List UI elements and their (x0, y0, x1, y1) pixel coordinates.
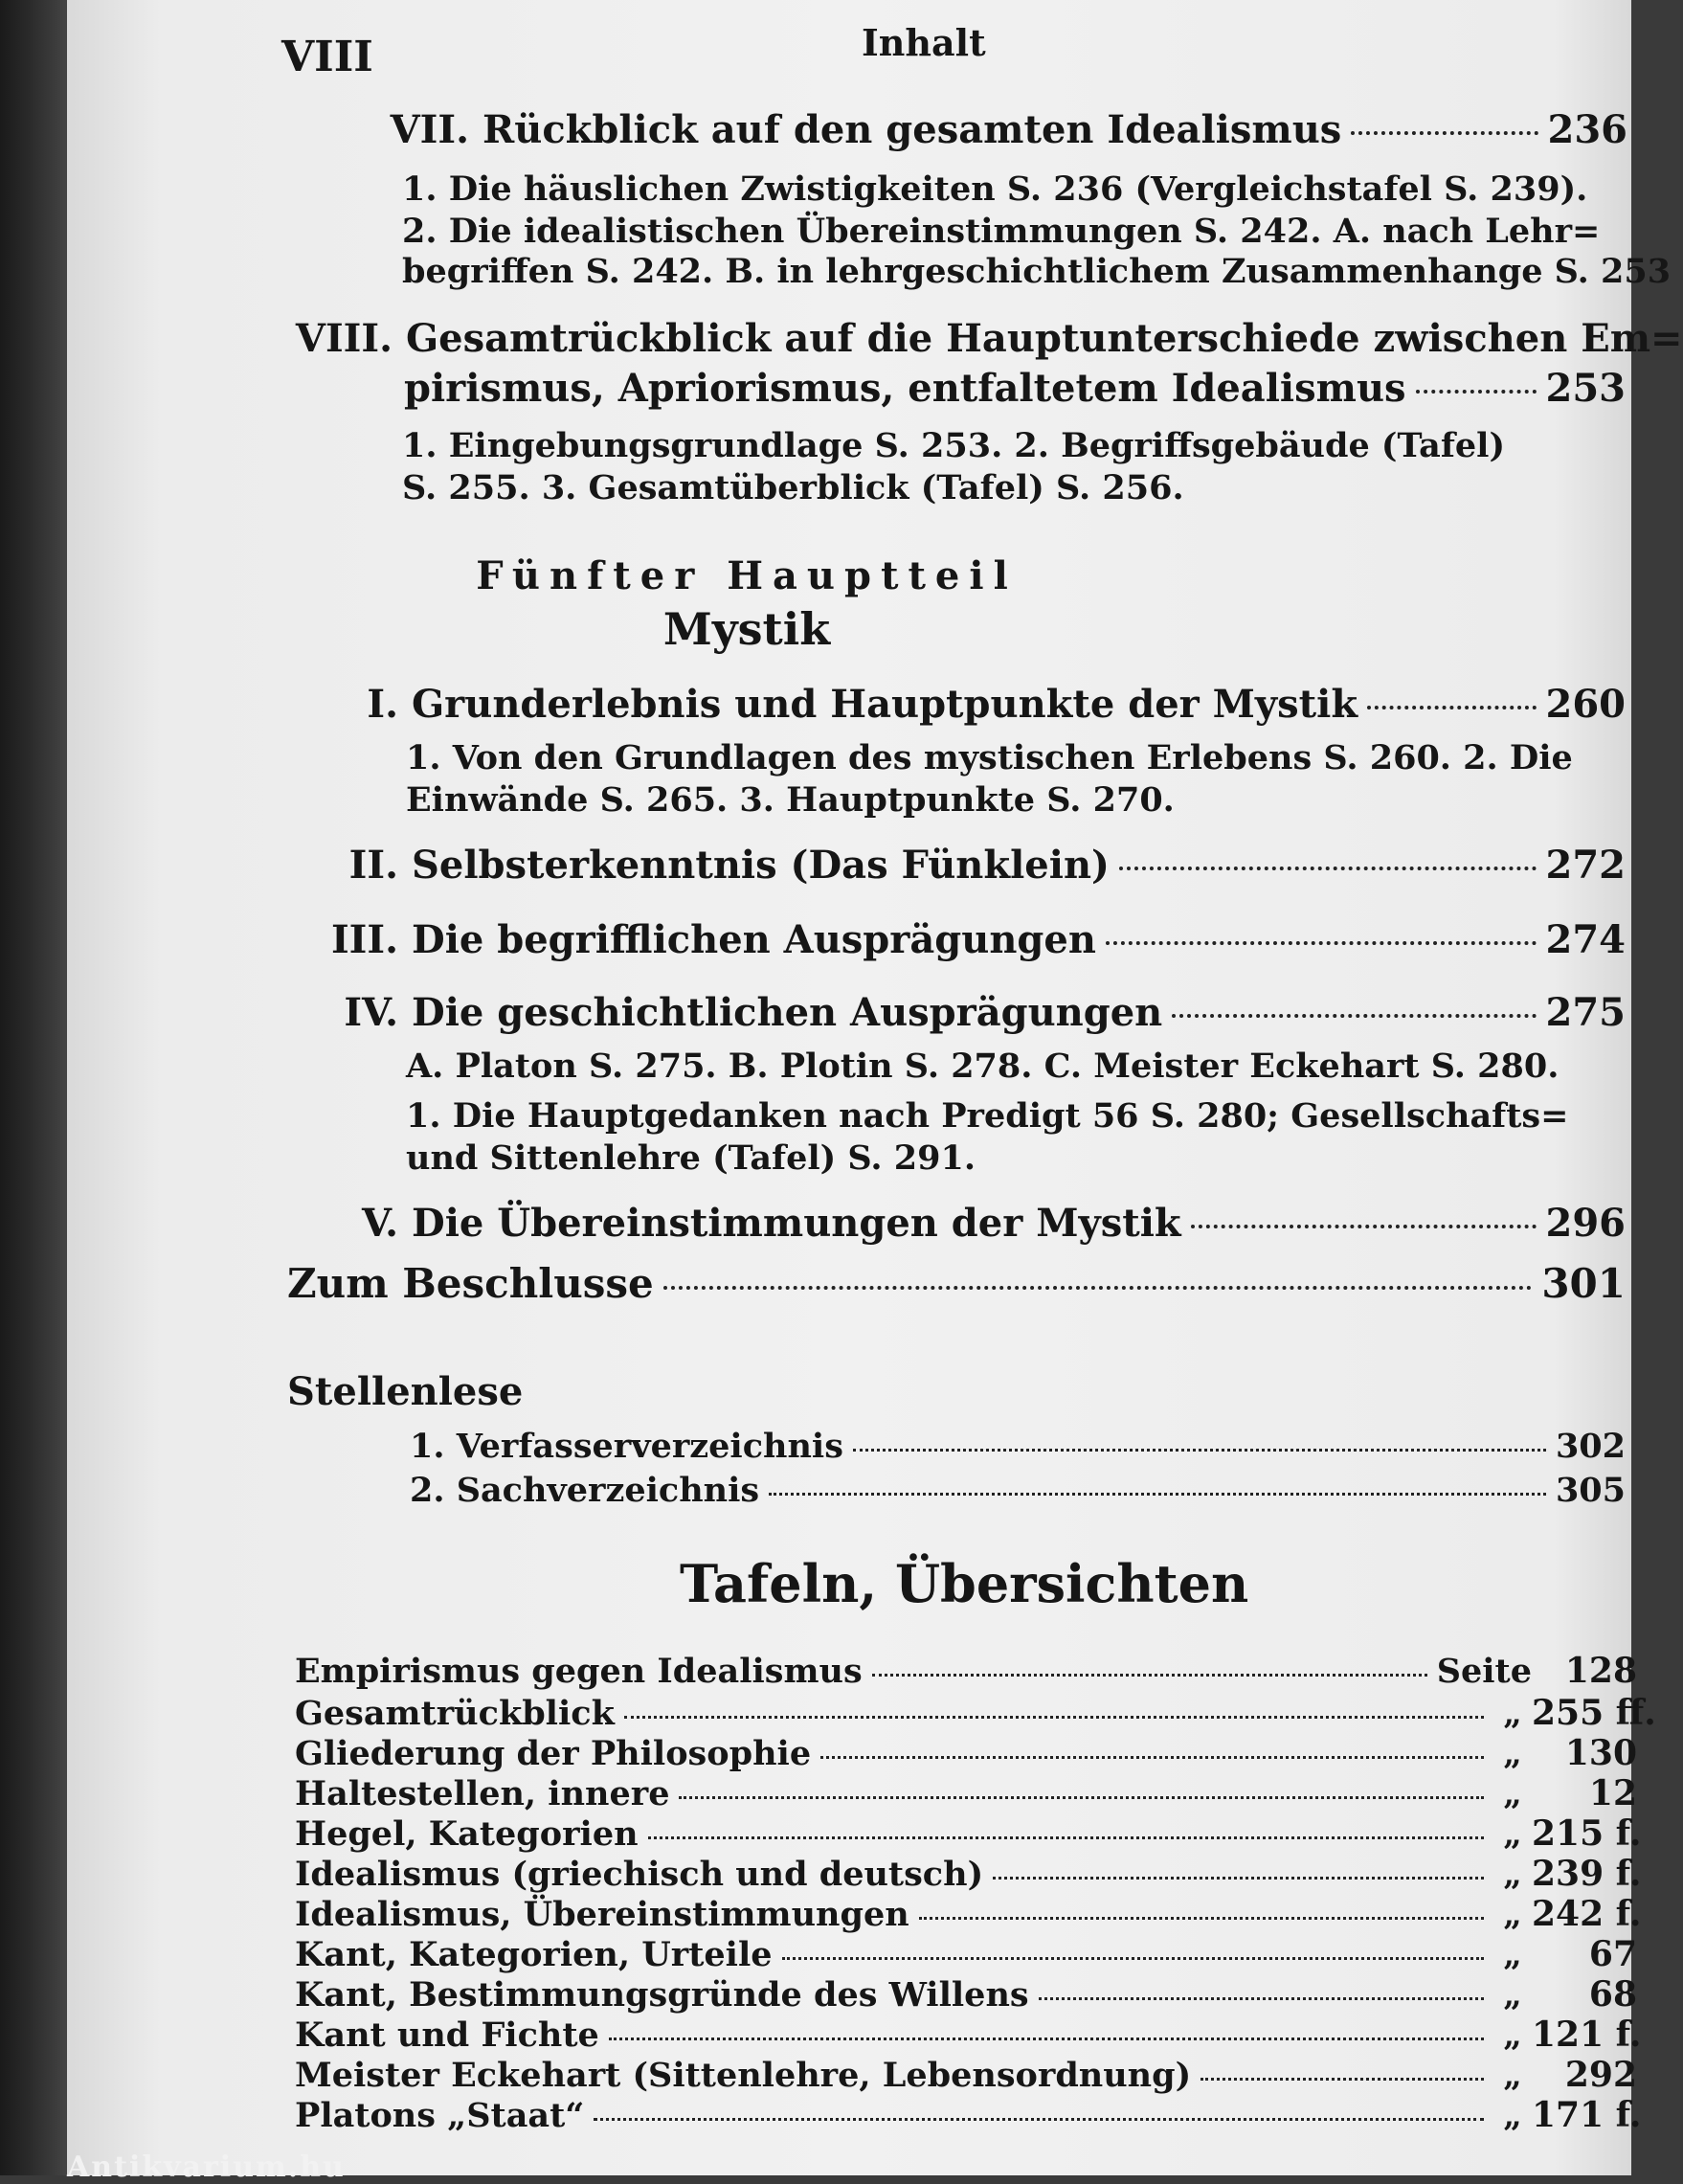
toc-numeral: V. (362, 1201, 398, 1246)
toc-entry-mystik-iv (327, 990, 1626, 1035)
toc-title: Meister Eckehart (Sittenlehre, Lebensordnung) (295, 2056, 1192, 2095)
toc-title: Rückblick auf den gesamten Idealismus (482, 107, 1342, 152)
toc-page: 121 f. (1532, 2015, 1642, 2055)
tables-entry (295, 1854, 1642, 1894)
toc-numeral: II. (348, 843, 398, 888)
toc-page: 253 (1545, 366, 1626, 411)
tables-entry (295, 2095, 1642, 2135)
toc-page: 12 (1588, 1773, 1637, 1813)
toc-entry-viii-cont (404, 366, 1626, 411)
leader-dots (872, 1674, 1427, 1677)
toc-title: Die geschichtlichen Ausprägungen (412, 990, 1163, 1035)
ditto-mark: „ (1503, 2016, 1522, 2055)
toc-title: Platons „Staat“ (295, 2096, 585, 2135)
toc-entry-viii (285, 316, 1683, 361)
tables-entry (295, 2055, 1637, 2095)
stellenlese-heading: Stellenlese (287, 1369, 524, 1414)
page-number: VIII (281, 33, 373, 81)
leader-dots (624, 1716, 1484, 1719)
leader-dots (1172, 1014, 1536, 1018)
toc-title: 1. Verfasserverzeichnis (410, 1427, 843, 1466)
toc-numeral: III. (330, 917, 398, 962)
toc-page: 239 f. (1532, 1854, 1642, 1894)
leader-dots (1201, 2078, 1484, 2081)
toc-sub-line: S. 255. 3. Gesamtüberblick (Tafel) S. 256. (402, 468, 1184, 507)
toc-title: Gesamtrückblick (295, 1694, 615, 1733)
leader-dots (769, 1493, 1546, 1496)
toc-sub-line: 1. Die häuslichen Zwistigkeiten S. 236 (Vergleichstafel S. 239). (402, 169, 1588, 209)
toc-sub-line: 2. Die idealistischen Übereinstimmungen S. 242. A. nach Lehr= (402, 212, 1601, 251)
toc-entry-mystik-i (354, 682, 1626, 727)
leader-dots (919, 1917, 1484, 1920)
toc-sub-line: A. Platon S. 275. B. Plotin S. 278. C. Meister Eckehart S. 280. (406, 1047, 1560, 1086)
tables-entry (295, 1934, 1637, 1974)
toc-page: 296 (1545, 1201, 1626, 1246)
book-page (67, 0, 1683, 2184)
toc-numeral: I. (367, 682, 398, 727)
leader-dots (594, 2118, 1484, 2121)
tables-entry (295, 1894, 1642, 1934)
ditto-mark: „ (1503, 1695, 1522, 1733)
toc-page: 305 (1555, 1471, 1626, 1510)
toc-title: Hegel, Kategorien (295, 1814, 639, 1854)
toc-sub-line: 1. Die Hauptgedanken nach Predigt 56 S. 280; Gesellschafts= (406, 1096, 1569, 1136)
tables-entry (295, 1773, 1637, 1813)
leader-dots (1416, 390, 1537, 394)
leader-dots (782, 1957, 1484, 1960)
toc-sub-line: und Sittenlehre (Tafel) S. 291. (406, 1138, 976, 1178)
seite-label: Seite (1436, 1652, 1532, 1691)
toc-entry-mystik-v (345, 1201, 1626, 1246)
toc-title: Empirismus gegen Idealismus (295, 1652, 863, 1691)
toc-title: Selbsterkenntnis (Das Fünklein) (412, 843, 1110, 888)
running-header: Inhalt (862, 21, 986, 64)
part-label: Fünfter Hauptteil (476, 553, 1018, 598)
toc-entry-mystik-ii (335, 843, 1626, 888)
toc-sub-line: 1. Eingebungsgrundlage S. 253. 2. Begriffsgebäude (Tafel) (402, 426, 1506, 465)
stellenlese-item (410, 1427, 1626, 1466)
leader-dots (648, 1836, 1484, 1839)
ditto-mark: „ (1503, 2097, 1522, 2135)
toc-title: Kant, Kategorien, Urteile (295, 1935, 773, 1974)
toc-page: 215 f. (1532, 1813, 1642, 1854)
toc-title: Idealismus (griechisch und deutsch) (295, 1855, 984, 1894)
toc-page: 275 (1545, 990, 1626, 1035)
leader-dots (1191, 1225, 1537, 1228)
leader-dots (1367, 706, 1536, 709)
toc-entry-closing (287, 1260, 1626, 1307)
toc-title: Gliederung der Philosophie (295, 1734, 812, 1773)
toc-numeral: VIII. (295, 316, 393, 361)
toc-title: 2. Sachverzeichnis (410, 1471, 760, 1510)
tables-entry (295, 1733, 1637, 1773)
ditto-mark: „ (1503, 1936, 1522, 1974)
ditto-mark: „ (1503, 1896, 1522, 1934)
toc-sub-line: 1. Von den Grundlagen des mystischen Erlebens S. 260. 2. Die (406, 738, 1573, 777)
leader-dots (853, 1449, 1546, 1452)
toc-page: 236 (1547, 107, 1627, 152)
toc-page: 274 (1545, 917, 1626, 962)
toc-entry-mystik-iii (322, 917, 1626, 962)
leader-dots (1119, 867, 1537, 870)
stellenlese-item (410, 1471, 1626, 1510)
leader-dots (1106, 941, 1537, 945)
toc-sub-line: begriffen S. 242. B. in lehrgeschichtlichem Zusammenhange S. 253 (402, 252, 1672, 291)
toc-title: pirismus, Apriorismus, entfaltetem Idealismus (404, 366, 1406, 411)
toc-page: 301 (1541, 1260, 1626, 1307)
ditto-mark: „ (1503, 1856, 1522, 1894)
toc-numeral: VII. (390, 107, 469, 152)
leader-dots (663, 1286, 1533, 1290)
toc-title: Kant, Bestimmungsgründe des Willens (295, 1975, 1029, 2015)
toc-title: Die begrifflichen Ausprägungen (412, 917, 1096, 962)
toc-title: Gesamtrückblick auf die Hauptunterschiede zwischen Em= (406, 316, 1683, 361)
leader-dots (1351, 131, 1537, 135)
leader-dots (993, 1877, 1484, 1880)
toc-title: Haltestellen, innere (295, 1774, 670, 1813)
toc-page: 128 (1564, 1651, 1637, 1691)
leader-dots (609, 2038, 1484, 2040)
toc-sub-line: Einwände S. 265. 3. Hauptpunkte S. 270. (406, 780, 1175, 820)
toc-page: 67 (1588, 1934, 1637, 1974)
book-spine (0, 0, 67, 2175)
leader-dots (1039, 1997, 1484, 2000)
toc-page: 130 (1564, 1733, 1637, 1773)
toc-entry-vii (306, 107, 1627, 152)
toc-title: Kant und Fichte (295, 2015, 599, 2055)
toc-numeral: IV. (344, 990, 398, 1035)
tables-entry (295, 1813, 1642, 1854)
toc-page: 272 (1545, 843, 1626, 888)
toc-title: Grunderlebnis und Hauptpunkte der Mystik (412, 682, 1358, 727)
tables-entry (295, 1974, 1637, 2015)
toc-title: Idealismus, Übereinstimmungen (295, 1895, 909, 1934)
toc-page: 68 (1588, 1974, 1637, 2015)
watermark: Antikvarium.hu (67, 2150, 346, 2184)
toc-page: 171 f. (1532, 2095, 1642, 2135)
tables-heading: Tafeln, Übersichten (680, 1553, 1249, 1614)
tables-entry (295, 1651, 1637, 1691)
ditto-mark: „ (1503, 2057, 1522, 2095)
toc-page: 242 f. (1532, 1894, 1642, 1934)
toc-page: 260 (1545, 682, 1626, 727)
ditto-mark: „ (1503, 1735, 1522, 1773)
tables-entry (295, 1693, 1656, 1733)
ditto-mark: „ (1503, 1976, 1522, 2015)
toc-page: 302 (1555, 1427, 1626, 1466)
leader-dots (679, 1796, 1484, 1799)
toc-page: 255 ff. (1532, 1693, 1656, 1733)
toc-title: Die Übereinstimmungen der Mystik (412, 1201, 1181, 1246)
tables-entry (295, 2015, 1642, 2055)
toc-page: 292 (1564, 2055, 1637, 2095)
leader-dots (820, 1756, 1484, 1759)
ditto-mark: „ (1503, 1775, 1522, 1813)
toc-title: Zum Beschlusse (287, 1260, 654, 1307)
part-title: Mystik (662, 603, 831, 655)
ditto-mark: „ (1503, 1815, 1522, 1854)
